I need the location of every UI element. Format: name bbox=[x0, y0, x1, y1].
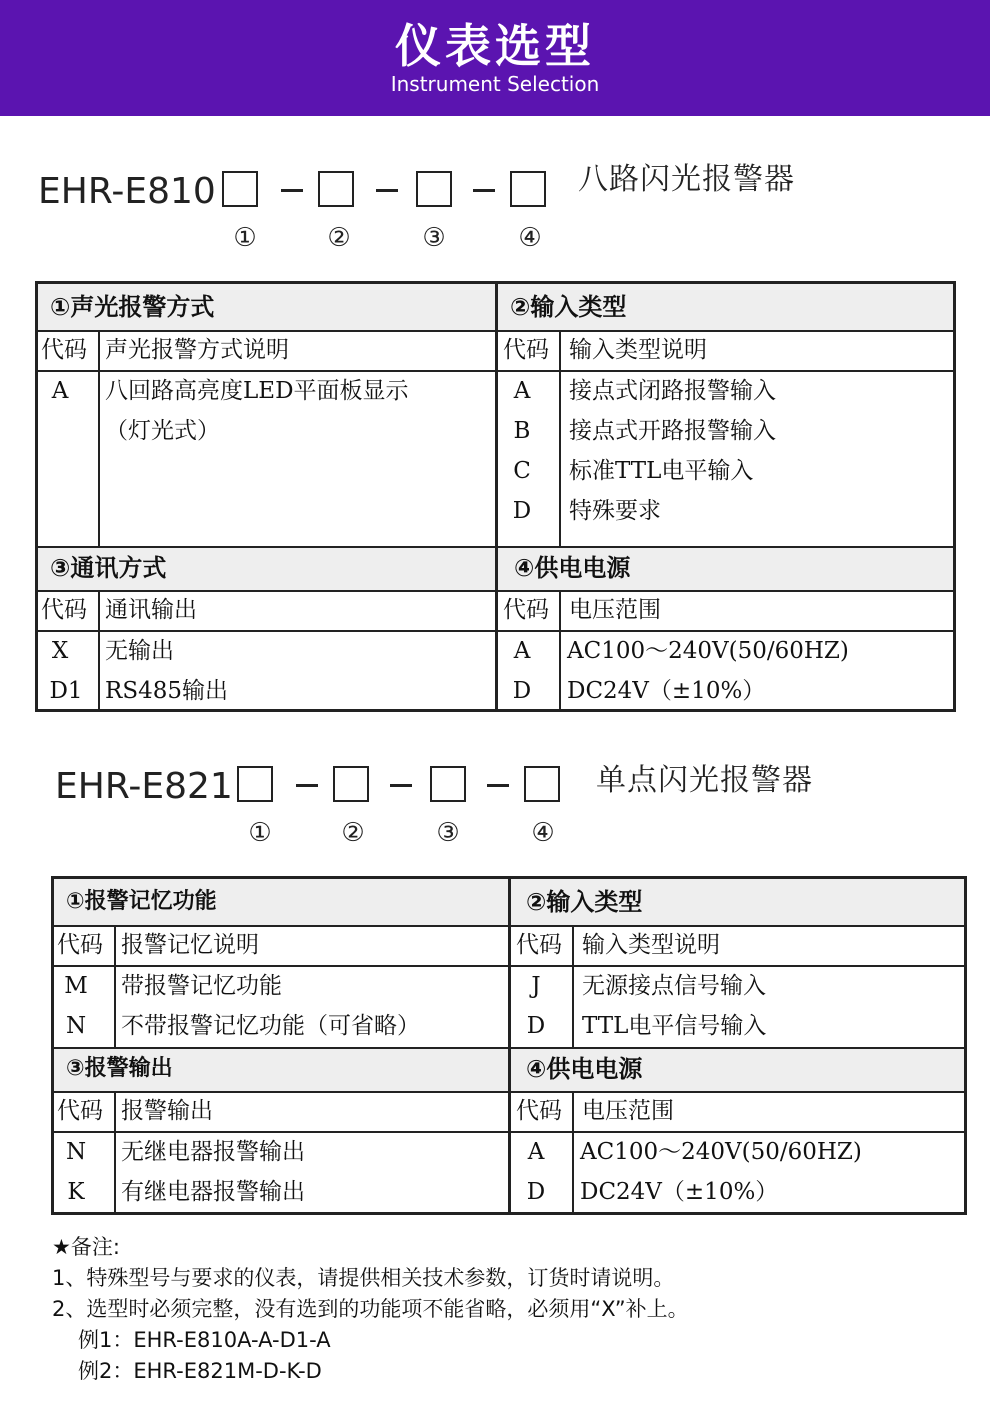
option-box-2 bbox=[333, 766, 369, 802]
option-number-4: ④ bbox=[518, 223, 542, 253]
option-desc: 接点式开路报警输入 bbox=[569, 418, 776, 444]
column-divider bbox=[114, 925, 116, 1047]
option-number-1: ① bbox=[248, 818, 272, 848]
section-title-alarm-output: ③报警输出 bbox=[66, 1056, 173, 1081]
separator-dash bbox=[390, 784, 412, 787]
option-number-3: ③ bbox=[436, 818, 460, 848]
option-code: B bbox=[513, 418, 531, 444]
product-name-e821: 单点闪光报警器 bbox=[596, 763, 813, 798]
page-title: 仪表选型 bbox=[395, 19, 595, 73]
option-number-1: ① bbox=[233, 223, 257, 253]
column-divider bbox=[98, 330, 100, 546]
section-title-input-type: ②输入类型 bbox=[510, 293, 627, 321]
option-desc: 不带报警记忆功能（可省略） bbox=[121, 1013, 420, 1039]
model-code-e810: EHR-E810 bbox=[38, 171, 216, 212]
section-title-alarm-mode: ①声光报警方式 bbox=[50, 293, 215, 321]
option-desc: RS485输出 bbox=[105, 678, 228, 704]
example-2: 例2：EHR-E821M-D-K-D bbox=[78, 1359, 322, 1383]
selection-table-e821 bbox=[51, 876, 967, 1215]
option-code: K bbox=[67, 1179, 85, 1205]
option-code: X bbox=[51, 638, 69, 664]
option-box-1 bbox=[222, 171, 258, 207]
column-header-code: 代码 bbox=[57, 1098, 103, 1124]
option-code: D bbox=[512, 498, 532, 524]
separator-dash bbox=[376, 189, 398, 192]
option-number-2: ② bbox=[341, 818, 365, 848]
column-header-desc: 输入类型说明 bbox=[582, 932, 720, 958]
option-box-3 bbox=[430, 766, 466, 802]
notes-title: ★备注: bbox=[52, 1235, 120, 1259]
option-desc: 无继电器报警输出 bbox=[121, 1139, 305, 1165]
product-name-e810: 八路闪光报警器 bbox=[578, 162, 795, 197]
column-header-desc: 电压范围 bbox=[582, 1098, 674, 1124]
option-code: D bbox=[512, 678, 532, 704]
option-code: A bbox=[513, 378, 531, 404]
option-number-2: ② bbox=[327, 223, 351, 253]
section-title-power: ④供电电源 bbox=[514, 554, 631, 582]
option-desc: AC100～240V(50/60HZ) bbox=[567, 638, 849, 664]
option-box-2 bbox=[318, 171, 354, 207]
option-desc: DC24V（±10%） bbox=[580, 1179, 779, 1205]
section-title-comm-mode: ③通讯方式 bbox=[50, 554, 167, 582]
model-code-e821: EHR-E821 bbox=[55, 766, 233, 807]
option-box-3 bbox=[416, 171, 452, 207]
column-divider bbox=[114, 1091, 116, 1212]
column-divider bbox=[98, 590, 100, 709]
column-header-desc: 电压范围 bbox=[569, 597, 661, 623]
option-desc: DC24V（±10%） bbox=[567, 678, 766, 704]
option-desc: 带报警记忆功能 bbox=[121, 973, 282, 999]
column-header-desc: 通讯输出 bbox=[105, 597, 197, 623]
column-divider bbox=[559, 330, 561, 546]
notes-block bbox=[52, 1232, 689, 1387]
option-code: D bbox=[526, 1013, 546, 1039]
option-desc-continued: （灯光式） bbox=[105, 418, 220, 444]
column-header-code: 代码 bbox=[57, 932, 103, 958]
column-header-code: 代码 bbox=[516, 932, 562, 958]
option-desc: 接点式闭路报警输入 bbox=[569, 378, 776, 404]
page-header bbox=[0, 0, 990, 116]
option-desc: 无输出 bbox=[105, 638, 174, 664]
separator-dash bbox=[281, 189, 303, 192]
section-title-power: ④供电电源 bbox=[526, 1055, 643, 1083]
option-desc: 无源接点信号输入 bbox=[582, 973, 766, 999]
column-header-code: 代码 bbox=[516, 1098, 562, 1124]
column-header-desc: 报警记忆说明 bbox=[121, 932, 259, 958]
option-desc: 特殊要求 bbox=[569, 498, 661, 524]
option-code: J bbox=[531, 973, 541, 999]
column-divider bbox=[559, 590, 561, 709]
option-number-3: ③ bbox=[422, 223, 446, 253]
column-header-code: 代码 bbox=[503, 337, 549, 363]
option-number-4: ④ bbox=[531, 818, 555, 848]
option-desc: 八回路高亮度LED平面板显示 bbox=[105, 378, 409, 404]
example-1: 例1：EHR-E810A-A-D1-A bbox=[78, 1328, 331, 1352]
option-desc: AC100～240V(50/60HZ) bbox=[580, 1139, 862, 1165]
option-desc: 标准TTL电平输入 bbox=[569, 458, 754, 484]
option-code: M bbox=[64, 973, 88, 999]
column-header-code: 代码 bbox=[41, 597, 87, 623]
section-title-memory: ①报警记忆功能 bbox=[66, 889, 217, 914]
option-code: N bbox=[65, 1013, 87, 1039]
separator-dash bbox=[296, 784, 318, 787]
selection-table-e810 bbox=[35, 281, 956, 712]
column-header-desc: 声光报警方式说明 bbox=[105, 337, 289, 363]
column-header-code: 代码 bbox=[503, 597, 549, 623]
column-divider bbox=[572, 925, 574, 1047]
column-divider bbox=[572, 1091, 574, 1212]
column-header-desc: 报警输出 bbox=[121, 1098, 213, 1124]
column-header-code: 代码 bbox=[41, 337, 87, 363]
column-header-desc: 输入类型说明 bbox=[569, 337, 707, 363]
option-desc: TTL电平信号输入 bbox=[582, 1013, 767, 1039]
column-divider bbox=[495, 284, 498, 709]
page-subtitle: Instrument Selection bbox=[390, 72, 600, 96]
option-code: D bbox=[526, 1179, 546, 1205]
option-box-4 bbox=[524, 766, 560, 802]
note-item-2: 2、选型时必须完整，没有选到的功能项不能省略，必须用“X”补上。 bbox=[52, 1297, 689, 1321]
option-code: D1 bbox=[49, 678, 83, 704]
separator-dash bbox=[487, 784, 509, 787]
option-code: N bbox=[65, 1139, 87, 1165]
option-code: C bbox=[513, 458, 531, 484]
option-desc: 有继电器报警输出 bbox=[121, 1179, 305, 1205]
option-box-4 bbox=[510, 171, 546, 207]
option-code: A bbox=[513, 638, 531, 664]
option-code: A bbox=[527, 1139, 545, 1165]
column-divider bbox=[508, 879, 511, 1212]
separator-dash bbox=[473, 189, 495, 192]
note-item-1: 1、特殊型号与要求的仪表，请提供相关技术参数，订货时请说明。 bbox=[52, 1266, 675, 1290]
section-title-input-type: ②输入类型 bbox=[526, 888, 643, 916]
option-box-1 bbox=[237, 766, 273, 802]
option-code: A bbox=[51, 378, 69, 404]
